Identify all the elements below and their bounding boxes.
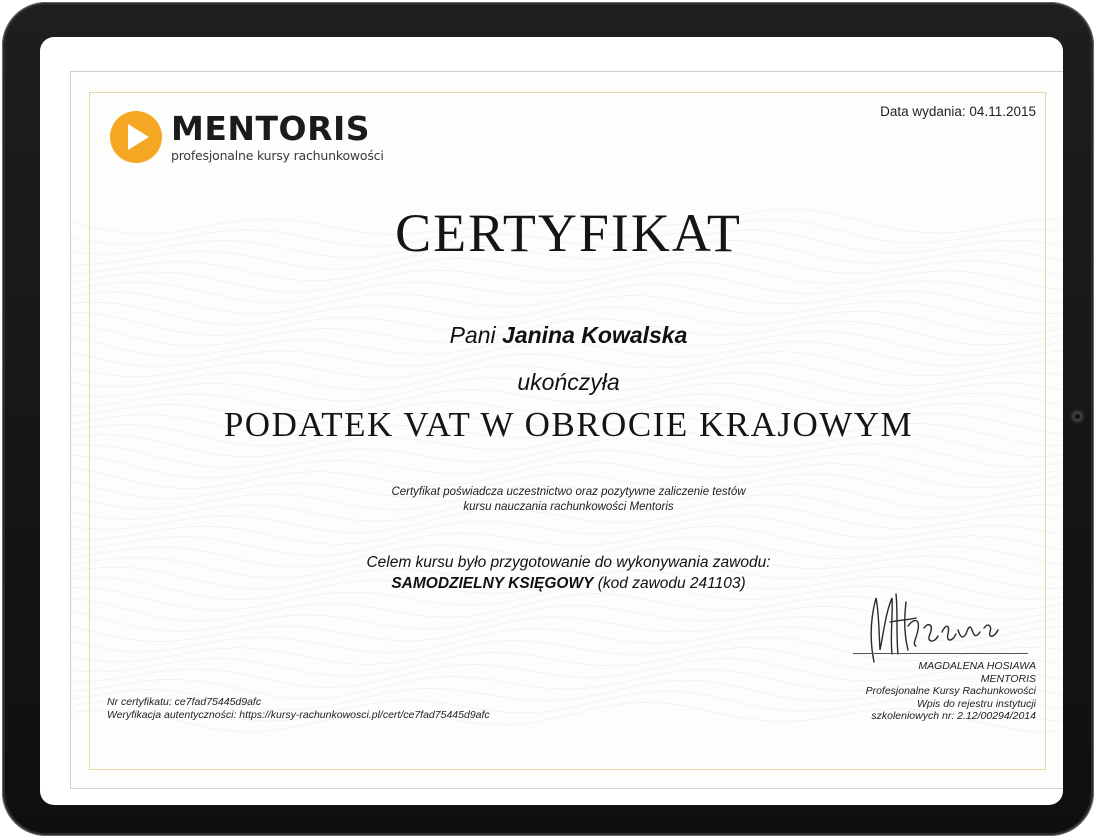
signatory-name: MAGDALENA HOSIAWA — [918, 660, 1036, 672]
signatory-block — [866, 660, 1036, 723]
signatory-org-full: Profesjonalne Kursy Rachunkowości — [865, 685, 1036, 697]
goal-text: Celem kursu było przygotowanie do wykonywania zawodu: — [366, 554, 771, 571]
issue-date-value: 04.11.2015 — [969, 104, 1036, 119]
recipient — [71, 322, 1063, 349]
tablet-frame — [2, 2, 1094, 836]
certificate-description — [71, 485, 1063, 515]
signatory-org: MENTORIS — [980, 672, 1036, 685]
registry-line-2: szkoleniowych nr: 2.12/00294/2014 — [871, 710, 1036, 722]
certificate-title: CERTYFIKAT — [395, 203, 742, 263]
handwritten-signature — [846, 584, 1016, 664]
brand-name: MENTORIS — [171, 109, 371, 148]
verification-link[interactable]: Weryfikacja autentyczności: https://kursy-rachunkowosci.pl/cert/ce7fad75445d9afc — [107, 709, 490, 721]
description-line-1: Certyfikat poświadcza uczestnictwo oraz pozytywne zaliczenie testów — [391, 486, 746, 498]
recipient-name: Janina Kowalska — [502, 322, 688, 348]
mentoris-logo — [109, 110, 384, 164]
completed-text: ukończyła — [517, 369, 620, 395]
description-line-2: kursu nauczania rachunkowości Mentoris — [463, 501, 674, 513]
issue-date — [880, 104, 1036, 119]
registry-line-1: Wpis do rejestru instytucji — [916, 697, 1036, 710]
certificate-number: Nr certyfikatu: ce7fad75445d9afc — [107, 696, 262, 708]
tablet-screen — [40, 37, 1063, 805]
certificate-paper — [70, 71, 1063, 789]
camera-icon — [1072, 411, 1083, 422]
issue-date-label: Data wydania: — [880, 104, 966, 119]
course-name: PODATEK VAT W OBROCIE KRAJOWYM — [223, 405, 914, 444]
profession: SAMODZIELNY KSIĘGOWY — [391, 575, 594, 592]
salutation: Pani — [449, 322, 496, 348]
play-icon — [109, 110, 163, 164]
profession-code: (kod zawodu 241103) — [597, 575, 746, 592]
certificate-info — [107, 696, 490, 722]
brand-tagline: profesjonalne kursy rachunkowości — [171, 148, 384, 163]
signature-line — [853, 653, 1028, 654]
